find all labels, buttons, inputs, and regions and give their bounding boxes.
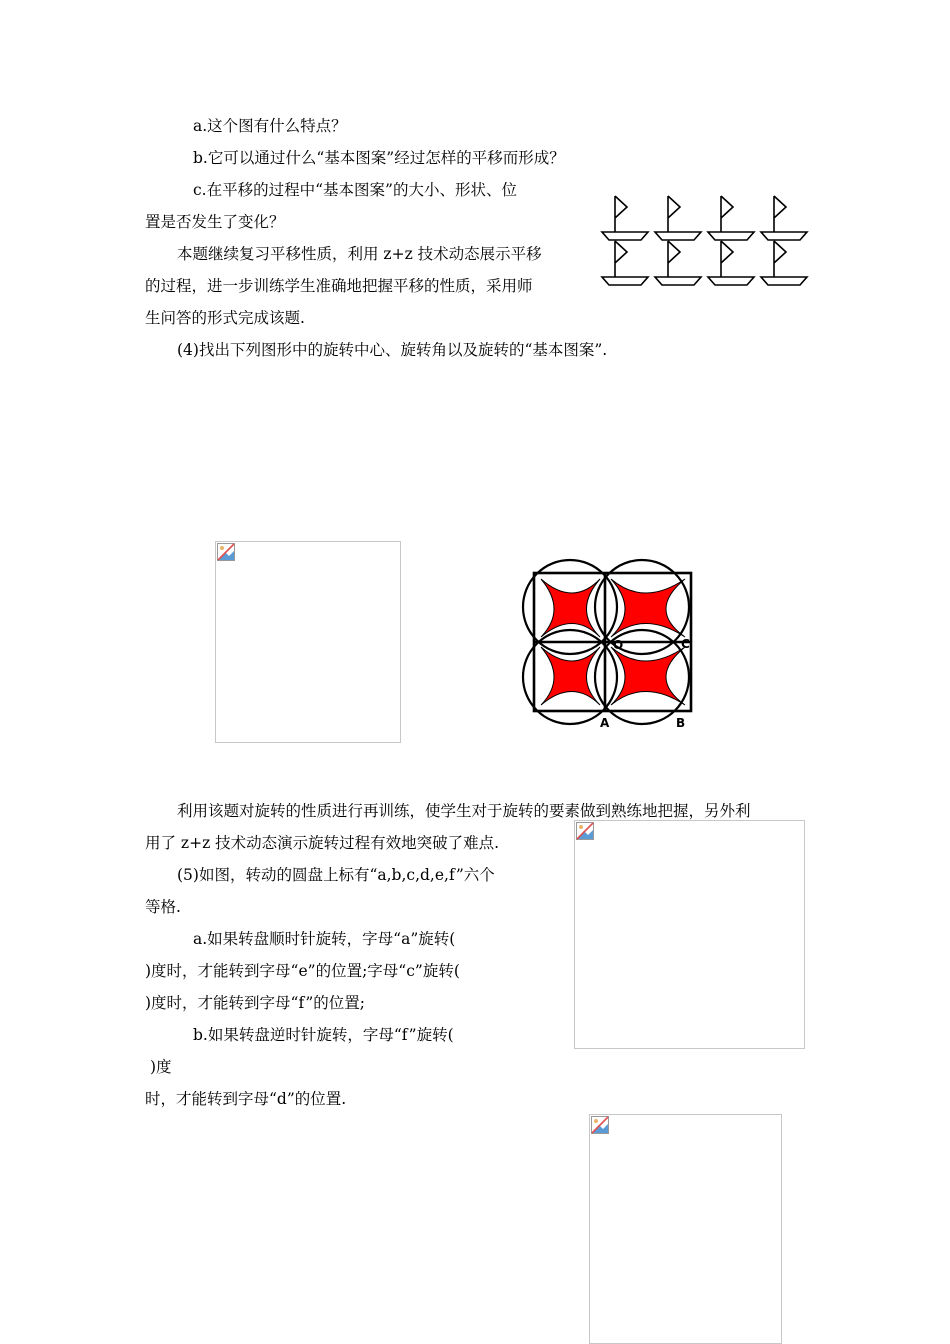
image-placeholder <box>215 541 401 743</box>
red-curved-square-tr <box>611 579 685 637</box>
image-placeholder <box>589 1114 782 1344</box>
note-line3: 生问答的形式完成该题. <box>145 309 305 327</box>
disk-prompt-line2: 等格. <box>145 898 181 916</box>
sailboat-icon <box>655 241 701 285</box>
image-placeholder <box>574 820 805 1049</box>
disk-question-b-line2: )度 <box>150 1058 172 1076</box>
rotation-note-line1: 利用该题对旋转的性质进行再训练，使学生对于旋转的要素做到熟练地把握，另外利 <box>177 802 751 820</box>
sailboat-icon <box>761 196 807 240</box>
disk-question-a-line2: )度时，才能转到字母“e”的位置;字母“c”旋转( <box>145 962 460 980</box>
sailboat-icon <box>602 196 648 240</box>
broken-image-icon <box>591 1116 609 1134</box>
note-line1: 本题继续复习平移性质，利用 z+z 技术动态展示平移 <box>177 245 542 263</box>
rotation-circles-figure <box>515 555 705 730</box>
rotation-note-line2: 用了 z+z 技术动态演示旋转过程有效地突破了难点. <box>145 834 500 852</box>
sailboat-icon <box>655 196 701 240</box>
note-line2: 的过程，进一步训练学生准确地把握平移的性质，采用师 <box>145 277 533 295</box>
sailboat-grid-figure <box>596 194 812 292</box>
label-c: C <box>681 637 690 651</box>
disk-prompt-line1: (5)如图，转动的圆盘上标有“a,b,c,d,e,f”六个 <box>177 866 495 884</box>
question-c-line2: 置是否发生了变化？ <box>145 213 285 231</box>
broken-image-icon <box>217 543 235 561</box>
red-curved-square-tl <box>541 579 600 637</box>
rotation-prompt: (4)找出下列图形中的旋转中心、旋转角以及旋转的“基本图案”. <box>177 341 608 359</box>
disk-question-b-line3: 时，才能转到字母“d”的位置. <box>145 1090 347 1108</box>
disk-question-a-line3: )度时，才能转到字母“f”的位置; <box>145 994 365 1012</box>
sailboat-row-bottom <box>602 241 807 285</box>
question-b: b.它可以通过什么“基本图案”经过怎样的平移而形成？ <box>193 149 565 167</box>
question-c-line1: c.在平移的过程中“基本图案”的大小、形状、位 <box>193 181 517 199</box>
label-b: B <box>676 716 686 730</box>
sailboat-icon <box>708 241 754 285</box>
sailboat-row-top <box>602 196 807 240</box>
sailboat-icon <box>602 241 648 285</box>
question-a: a.这个图有什么特点？ <box>193 117 347 135</box>
sailboat-icon <box>708 196 754 240</box>
red-curved-square-bl <box>541 647 600 705</box>
disk-question-b-line1: b.如果转盘逆时针旋转，字母“f”旋转( <box>193 1026 454 1044</box>
label-o: O <box>613 638 624 652</box>
disk-question-a-line1: a.如果转盘顺时针旋转，字母“a”旋转( <box>193 930 456 948</box>
red-curved-square-br <box>611 647 685 705</box>
broken-image-icon <box>576 822 594 840</box>
label-a: A <box>600 716 610 730</box>
sailboat-icon <box>761 241 807 285</box>
